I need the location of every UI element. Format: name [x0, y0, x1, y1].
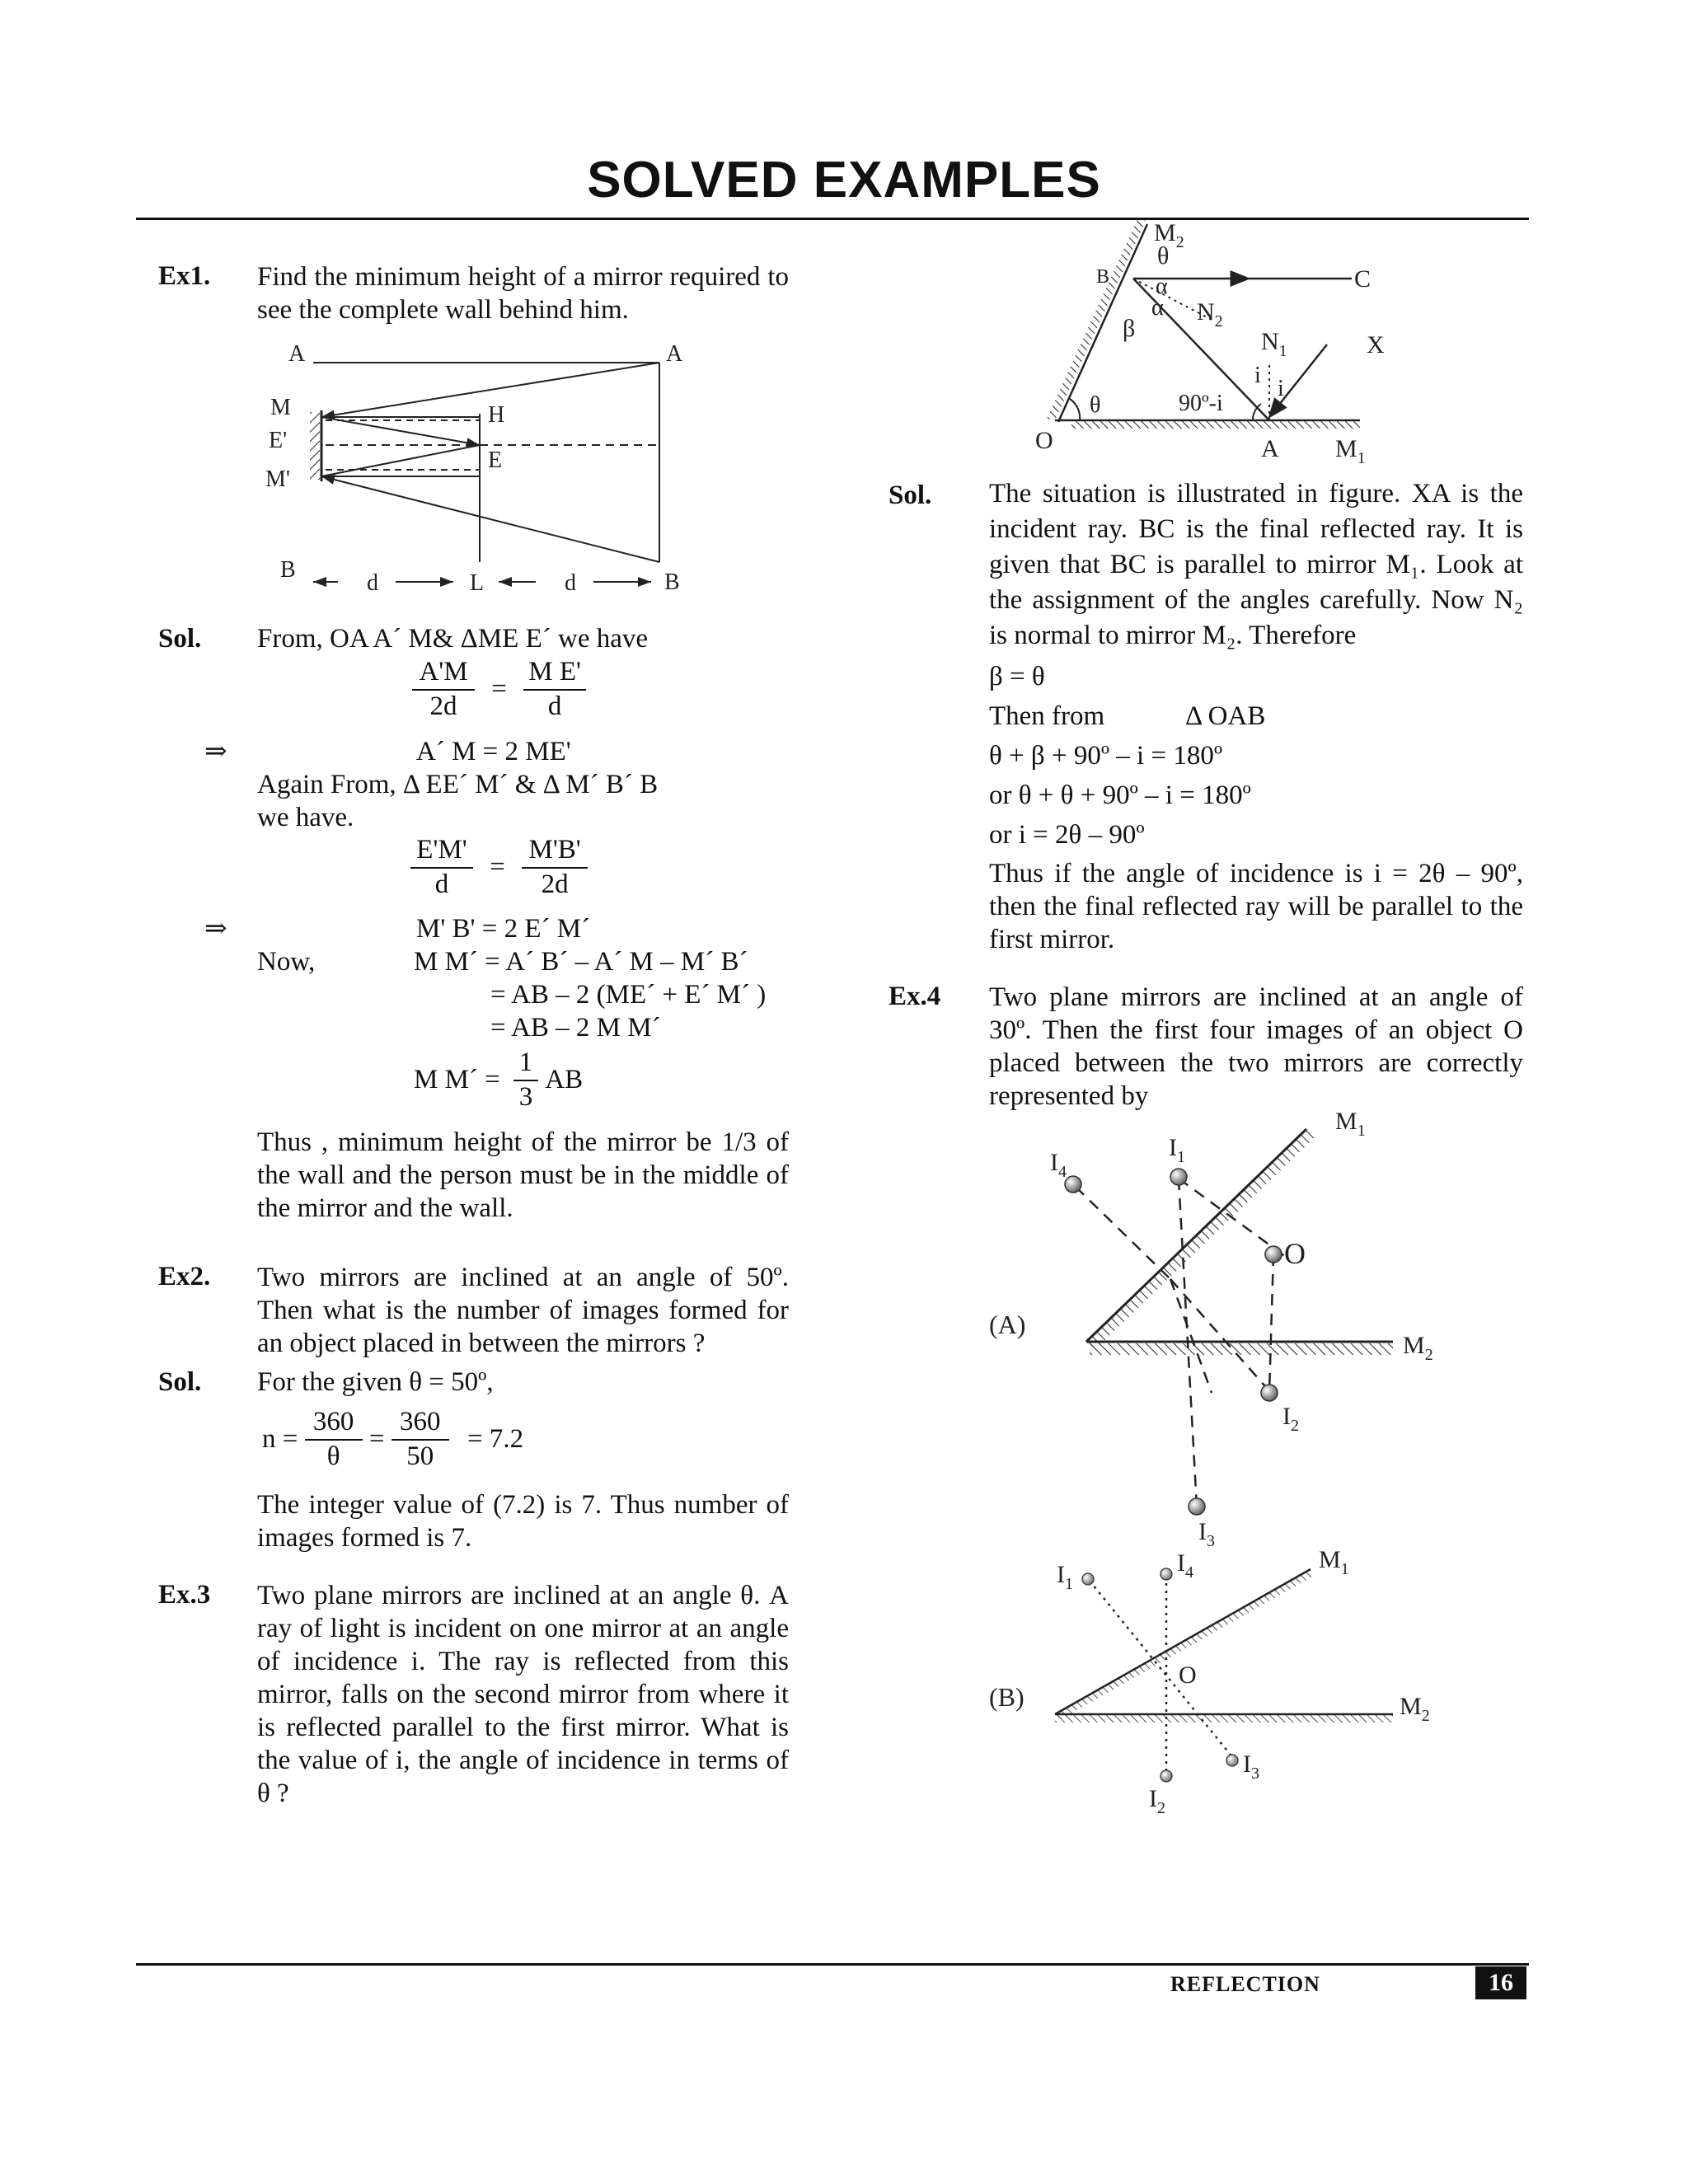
ex1-sol-line6: M M´ = A´ B´ – A´ M – M´ B´	[414, 947, 748, 977]
ex4-a-m2: $M_2$	[1403, 1332, 1433, 1364]
ex1-eq1-equals: =	[491, 673, 507, 704]
ex1-fig-label-l: L	[470, 570, 485, 596]
ex1-sol-line2: A´ M = 2 ME'	[416, 737, 571, 766]
ex1-sol-line3: Again From, Δ EE´ M´ & Δ M´ B´ B	[257, 770, 659, 799]
ex2-label: Ex2.	[158, 1262, 211, 1291]
ex1-eq2-den-left: d	[434, 869, 449, 899]
ex3-fig-m2: $M_2$	[1154, 219, 1184, 251]
ex3-fig-theta-bottom: θ	[1090, 392, 1101, 418]
ex1-eq1-den-right: d	[547, 691, 562, 721]
ex3-fig-i1: i	[1254, 363, 1261, 388]
ex4-b-label: (B)	[989, 1682, 1025, 1712]
ex1-eq3-den: 3	[518, 1081, 533, 1112]
ex3-fig-beta: β	[1123, 315, 1136, 342]
ex2-sol-line1: For the given θ = 50º,	[257, 1367, 494, 1397]
ex1-eq1	[412, 656, 586, 723]
ex2-num2: 360	[392, 1406, 449, 1441]
ex4-a-i1: $I_1$	[1169, 1134, 1185, 1166]
ex1-conclusion: Thus , minimum height of the mirror be 1/3 of the wall and the person must be in the middle of the mirror and the wall.	[257, 1127, 789, 1223]
ex1-eq3-num: 1	[513, 1047, 538, 1081]
ex2-n-equals: n =	[262, 1423, 298, 1454]
ex1-eq2-den-right: 2d	[541, 869, 569, 899]
ex1-implies2: ⇒	[204, 914, 227, 944]
ex2-sol-label: Sol.	[158, 1367, 202, 1397]
ex2-den2: 50	[406, 1441, 434, 1471]
ex1-sol-label: Sol.	[158, 624, 202, 654]
ex1-sol-line8: = AB – 2 M M´	[490, 1013, 661, 1043]
ex3-figure	[1022, 221, 1401, 468]
ex1-fig-label-m: M	[270, 395, 291, 420]
ex3-fig-o: O	[1035, 427, 1053, 454]
ex1-implies1: ⇒	[204, 737, 227, 766]
ex4-b-i3: $I_3$	[1243, 1750, 1259, 1783]
ex1-sol-line4: we have.	[257, 803, 354, 832]
ex1-label: Ex1.	[158, 261, 211, 291]
ex3-fig-m1: $M_1$	[1335, 435, 1366, 467]
ex3-sol-eq2-right: Δ OAB	[1185, 701, 1266, 731]
ex1-fig-label-m-prime: M'	[265, 466, 290, 492]
ex1-now: Now,	[257, 947, 316, 977]
ex1-figure	[264, 338, 725, 610]
ex1-fig-label-d1: d	[367, 570, 378, 596]
ex1-fig-label-e: E	[488, 448, 503, 473]
ex4-b-m1: $M_1$	[1319, 1546, 1349, 1578]
ex4-a-i3: $I_3$	[1198, 1518, 1215, 1550]
ex4-a-o: O	[1284, 1237, 1306, 1270]
ex4-b-m2: $M_2$	[1400, 1693, 1430, 1725]
ex3-sol-eq3: θ + β + 90º – i = 180º	[989, 741, 1223, 771]
ex3-sol-para1: The situation is illustrated in figure. XA is the incident ray. BC is the final reflected ray. It is given that BC is parallel to mirror M₁. Look at the assignment of the angles carefully. Now N₂ is normal to mirror M₂. Therefore	[989, 479, 1523, 650]
ex1-eq2-num-right: M'B'	[522, 834, 588, 869]
ex1-sol-line5: M' B' = 2 E´ M´	[416, 914, 591, 944]
ex2-conclusion: The integer value of (7.2) is 7. Thus number of images formed is 7.	[257, 1490, 789, 1553]
ex1-eq2-num-left: E'M'	[410, 834, 473, 869]
ex2-formula	[262, 1406, 523, 1473]
ex4-a-i4: $I_4$	[1050, 1149, 1067, 1181]
ex4-b-i1: $I_1$	[1057, 1561, 1073, 1593]
ex1-sol-line7: = AB – 2 (ME´ + E´ M´ )	[490, 980, 767, 1010]
ex4-b-i4: $I_4$	[1177, 1549, 1193, 1582]
ex1-question: Find the minimum height of a mirror required to see the complete wall behind him.	[257, 262, 789, 325]
ex3-fig-angle90: 90º-i	[1179, 391, 1223, 416]
page-number: 16	[1475, 1966, 1526, 1999]
ex3-conclusion: Thus if the angle of incidence is i = 2θ – 90º, then the final reflected ray will be parallel to the first mirror.	[989, 859, 1523, 954]
ex3-sol-label: Sol.	[889, 480, 932, 510]
ex4-b-o: O	[1179, 1661, 1197, 1689]
ex4-a-i2: $I_2$	[1282, 1403, 1299, 1435]
ex3-fig-x: X	[1367, 331, 1385, 359]
ex3-sol-eq5: or i = 2θ – 90º	[989, 820, 1145, 850]
ex1-eq3-right: AB	[545, 1064, 584, 1094]
ex3-fig-b: B	[1096, 266, 1110, 288]
ex4-figure-a	[981, 1104, 1492, 1550]
ex3-fig-i2: i	[1278, 376, 1284, 401]
footer-rule	[136, 1963, 1529, 1966]
ex1-fig-label-h: H	[488, 402, 505, 428]
ex2-equals: =	[368, 1423, 385, 1454]
ex4-a-label: (A)	[989, 1310, 1026, 1339]
ex1-fig-label-e-prime: E'	[269, 428, 288, 453]
ex2-result: = 7.2	[467, 1423, 524, 1454]
footer-chapter: REFLECTION	[1170, 1972, 1320, 1996]
ex4-question: Two plane mirrors are inclined at an angle of 30º. Then the first four images of an object O placed between the two mirrors are correctly represented by	[989, 982, 1523, 1111]
ex4-figure-b	[981, 1541, 1492, 1817]
ex3-question: Two plane mirrors are inclined at an angle θ. A ray of light is incident on one mirror at an angle of incidence i. The ray is reflected from this mirror, falls on the second mirror from where it is reflected parallel to the first mirror. What is the value of i, the angle of incidence in terms of θ ?	[257, 1581, 789, 1808]
ex4-a-m1: $M_1$	[1335, 1108, 1366, 1140]
ex1-eq1-num-right: M E'	[523, 656, 586, 691]
ex3-label: Ex.3	[158, 1580, 211, 1610]
ex4-label: Ex.4	[889, 982, 941, 1011]
ex2-den1: θ	[326, 1441, 340, 1471]
ex3-fig-alpha2: α	[1151, 295, 1164, 321]
ex1-sol-line1: From, OA A´ M& ΔME E´ we have	[257, 624, 649, 654]
ex3-sol-eq1: β = θ	[989, 662, 1045, 691]
ex3-sol-eq4: or θ + θ + 90º – i = 180º	[989, 780, 1251, 810]
ex3-fig-n1: $N_1$	[1261, 328, 1287, 360]
ex1-eq1-num-left: A'M	[412, 656, 475, 691]
ex1-fig-label-a-left: A	[288, 341, 306, 367]
ex3-fig-c: C	[1354, 265, 1372, 293]
ex3-fig-alpha1: α	[1156, 274, 1168, 299]
ex1-fig-label-d2: d	[565, 570, 576, 596]
ex1-eq2-equals: =	[490, 851, 505, 882]
ex3-fig-theta-top: θ	[1157, 242, 1170, 269]
page-title: SOLVED EXAMPLES	[587, 152, 1101, 209]
ex2-question: Two mirrors are inclined at an angle of 50º. Then what is the number of images formed for an object placed in between the mirrors ?	[257, 1263, 789, 1358]
ex1-fig-label-b-right: B	[664, 569, 680, 595]
ex3-fig-a: A	[1261, 435, 1279, 462]
ex1-fig-label-b-left: B	[280, 557, 296, 583]
ex1-fig-label-a-right: A	[666, 341, 683, 367]
title-rule	[136, 218, 1529, 220]
ex3-fig-n2: $N_2$	[1197, 298, 1223, 330]
ex1-eq3	[414, 1047, 583, 1113]
ex1-eq1-den-left: 2d	[429, 691, 457, 721]
ex1-eq3-left: M M´ =	[414, 1064, 500, 1094]
ex2-num1: 360	[305, 1406, 363, 1441]
ex1-eq2	[410, 834, 588, 901]
ex4-b-i2: $I_2$	[1149, 1785, 1165, 1817]
ex3-sol-eq2-left: Then from	[989, 701, 1105, 731]
